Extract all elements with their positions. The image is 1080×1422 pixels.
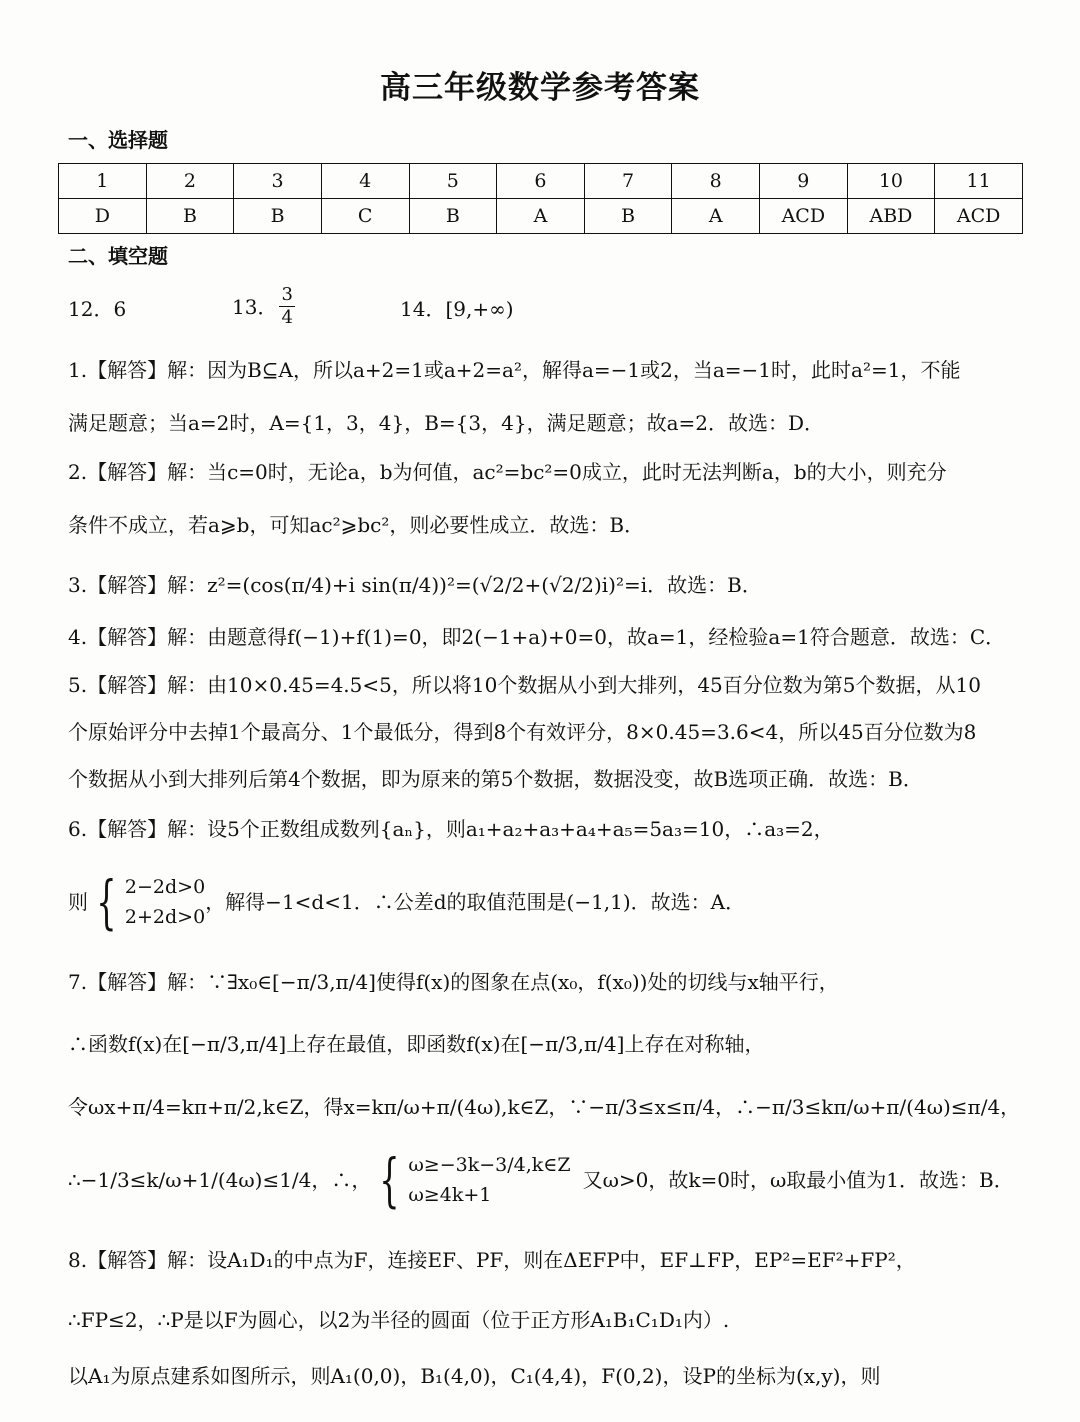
- table-cell-question-number: 11: [935, 164, 1023, 199]
- text-segment: ∴−1/3≤k/ω+1/(4ω)≤1/4，∴，: [68, 1168, 372, 1192]
- text-segment: ，解得−1<d<1．∴公差d的取值范围是(−1,1)．故选：A．: [205, 890, 746, 914]
- solution-8-line-3: 以A₁为原点建系如图所示，则A₁(0,0)，B₁(4,0)，C₁(4,4)，F(0,2)，设P的坐标为(x,y)，则: [68, 1364, 881, 1388]
- text-segment: 又ω>0，故k=0时，ω取最小值为1．故选：B．: [582, 1168, 1014, 1192]
- solution-4: 4.【解答】解：由题意得f(−1)+f(1)=0，即2(−1+a)+0=0，故a=1，经检验a=1符合题意．故选：C．: [68, 625, 1006, 649]
- solution-1-line-1: 1.【解答】解：因为B⊆A，所以a+2=1或a+2=a²，解得a=−1或2，当a=−1时，此时a²=1，不能: [68, 358, 961, 382]
- system-row: 2+2d>0: [124, 906, 206, 928]
- numerator: 3: [281, 284, 293, 305]
- table-cell-question-number: 4: [321, 164, 409, 199]
- fill-answer-13: [232, 284, 297, 329]
- solution-7-line-3: 令ωx+π/4=kπ+π/2,k∈Z，得x=kπ/ω+π/(4ω),k∈Z，∵−π/3≤x≤π/4，∴−π/3≤kπ/ω+π/(4ω)≤π/4，: [68, 1095, 1021, 1119]
- denominator: 4: [281, 307, 293, 328]
- table-cell-answer: ACD: [935, 199, 1023, 234]
- table-cell-question-number: 1: [59, 164, 147, 199]
- table-cell-answer: B: [409, 199, 497, 234]
- fill-answer-12: 12．6: [68, 297, 127, 321]
- equation-system: [125, 872, 205, 932]
- fill-answer-14: 14．[9,+∞): [400, 297, 514, 321]
- table-cell-question-number: 5: [409, 164, 497, 199]
- solution-3: 3.【解答】解：z²=(cos(π/4)+i sin(π/4))²=(√2/2+(√2/2)i)²=i．故选：B．: [68, 573, 762, 597]
- table-cell-question-number: 8: [672, 164, 760, 199]
- solution-7-line-2: ∴函数f(x)在[−π/3,π/4]上存在最值，即函数f(x)在[−π/3,π/4]上存在对称轴，: [68, 1032, 765, 1056]
- table-cell-answer: C: [321, 199, 409, 234]
- system-row: ω≥−3k−3/4,k∈Z: [408, 1154, 571, 1176]
- table-cell-answer: B: [234, 199, 322, 234]
- table-cell-answer: B: [584, 199, 672, 234]
- table-cell-question-number: 10: [847, 164, 935, 199]
- system-row: 2−2d>0: [124, 876, 206, 898]
- section-heading-fill: 二、填空题: [68, 244, 168, 268]
- text-segment: 则: [68, 890, 88, 914]
- table-cell-answer: B: [146, 199, 234, 234]
- section-heading-choice: 一、选择题: [68, 128, 168, 152]
- solution-6-line-1: 6.【解答】解：设5个正数组成数列{aₙ}，则a₁+a₂+a₃+a₄+a₅=5a₃=10，∴a₃=2，: [68, 817, 834, 841]
- solution-5-line-2: 个原始评分中去掉1个最高分、1个最低分，得到8个有效评分，8×0.45=3.6<4，所以45百分位数为8: [68, 720, 977, 744]
- table-cell-answer: ACD: [760, 199, 848, 234]
- left-brace: {: [96, 868, 117, 936]
- solution-1-line-2: 满足题意；当a=2时，A={1，3，4}，B={3，4}，满足题意；故a=2．故选：D．: [68, 411, 825, 435]
- solution-8-line-2: ∴FP≤2，∴P是以F为圆心，以2为半径的圆面（位于正方形A₁B₁C₁D₁内）.: [68, 1308, 730, 1332]
- left-brace: {: [379, 1146, 401, 1214]
- solution-2-line-1: 2.【解答】解：当c=0时，无论a，b为何值，ac²=bc²=0成立，此时无法判断a，b的大小，则充分: [68, 460, 947, 484]
- solution-6-line-2: [68, 868, 746, 936]
- table-cell-answer: ABD: [847, 199, 935, 234]
- table-cell-question-number: 9: [760, 164, 848, 199]
- system-row: ω≥4k+1: [408, 1184, 492, 1206]
- table-cell-question-number: 3: [234, 164, 322, 199]
- solution-2-line-2: 条件不成立，若a⩾b，可知ac²⩾bc²，则必要性成立．故选：B．: [68, 513, 645, 537]
- solution-5-line-3: 个数据从小到大排列后第4个数据，即为原来的第5个数据，数据没变，故B选项正确．故选：B．: [68, 767, 923, 791]
- solution-7-line-1: 7.【解答】解：∵∃x₀∈[−π/3,π/4]使得f(x)的图象在点(x₀，f(x₀))处的切线与x轴平行，: [68, 970, 839, 994]
- solution-5-line-1: 5.【解答】解：由10×0.45=4.5<5，所以将10个数据从小到大排列，45百分位数为第5个数据，从10: [68, 673, 981, 697]
- table-cell-answer: A: [672, 199, 760, 234]
- fraction: [279, 284, 294, 329]
- answer-table: [58, 163, 1023, 234]
- table-cell-question-number: 2: [146, 164, 234, 199]
- table-cell-question-number: 7: [584, 164, 672, 199]
- table-cell-answer: A: [497, 199, 585, 234]
- table-row-numbers: [59, 164, 1023, 199]
- page-title: 高三年级数学参考答案: [380, 70, 700, 106]
- equation-system: [408, 1150, 570, 1210]
- table-row-answers: [59, 199, 1023, 234]
- solution-8-line-1: 8.【解答】解：设A₁D₁的中点为F，连接EF、PF，则在ΔEFP中，EF⊥FP，EP²=EF²+FP²，: [68, 1248, 916, 1272]
- table-cell-answer: D: [59, 199, 147, 234]
- table-cell-question-number: 6: [497, 164, 585, 199]
- solution-7-line-4: [68, 1146, 1014, 1214]
- fill-answer-13-label: 13．: [232, 294, 278, 319]
